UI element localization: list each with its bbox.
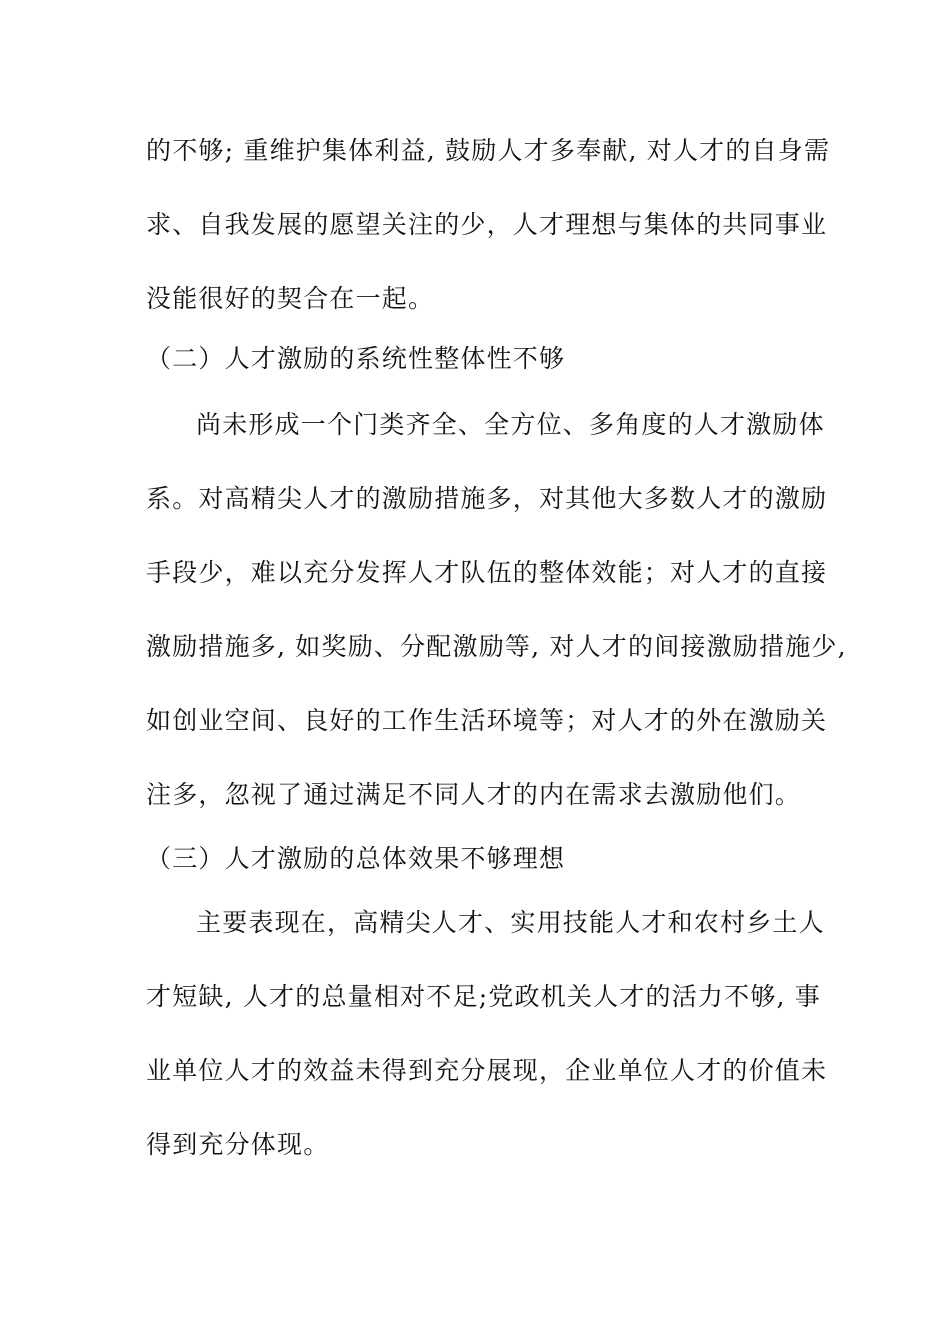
paragraph-line-12: 业单位人才的效益未得到充分展现，企业单位人才的价值未	[146, 1056, 828, 1085]
section-heading-2: （二）人才激励的系统性整体性不够	[146, 344, 566, 373]
paragraph-line-13: 得到充分体现。	[146, 1130, 330, 1159]
paragraph-line-3: 没能很好的契合在一起。	[146, 284, 435, 313]
paragraph-line-1: 的不够; 重维护集体利益, 鼓励人才多奉献, 对人才的自身需	[146, 136, 831, 165]
paragraph-line-6: 手段少，难以充分发挥人才队伍的整体效能；对人才的直接	[146, 558, 828, 587]
paragraph-line-2: 求、自我发展的愿望关注的少，人才理想与集体的共同事业	[146, 210, 828, 239]
paragraph-line-7: 激励措施多, 如奖励、分配激励等, 对人才的间接激励措施少,	[146, 632, 847, 661]
paragraph-line-8: 如创业空间、良好的工作生活环境等；对人才的外在激励关	[146, 706, 828, 735]
section-heading-3: （三）人才激励的总体效果不够理想	[146, 844, 566, 873]
paragraph-line-4: 尚未形成一个门类齐全、全方位、多角度的人才激励体	[196, 410, 825, 439]
paragraph-line-10: 主要表现在，高精尖人才、实用技能人才和农村乡土人	[196, 908, 825, 937]
paragraph-line-11: 才短缺, 人才的总量相对不足;党政机关人才的活力不够, 事	[146, 982, 822, 1011]
paragraph-line-5: 系。对高精尖人才的激励措施多，对其他大多数人才的激励	[146, 484, 828, 513]
paragraph-line-9: 注多，忽视了通过满足不同人才的内在需求去激励他们。	[146, 780, 802, 809]
